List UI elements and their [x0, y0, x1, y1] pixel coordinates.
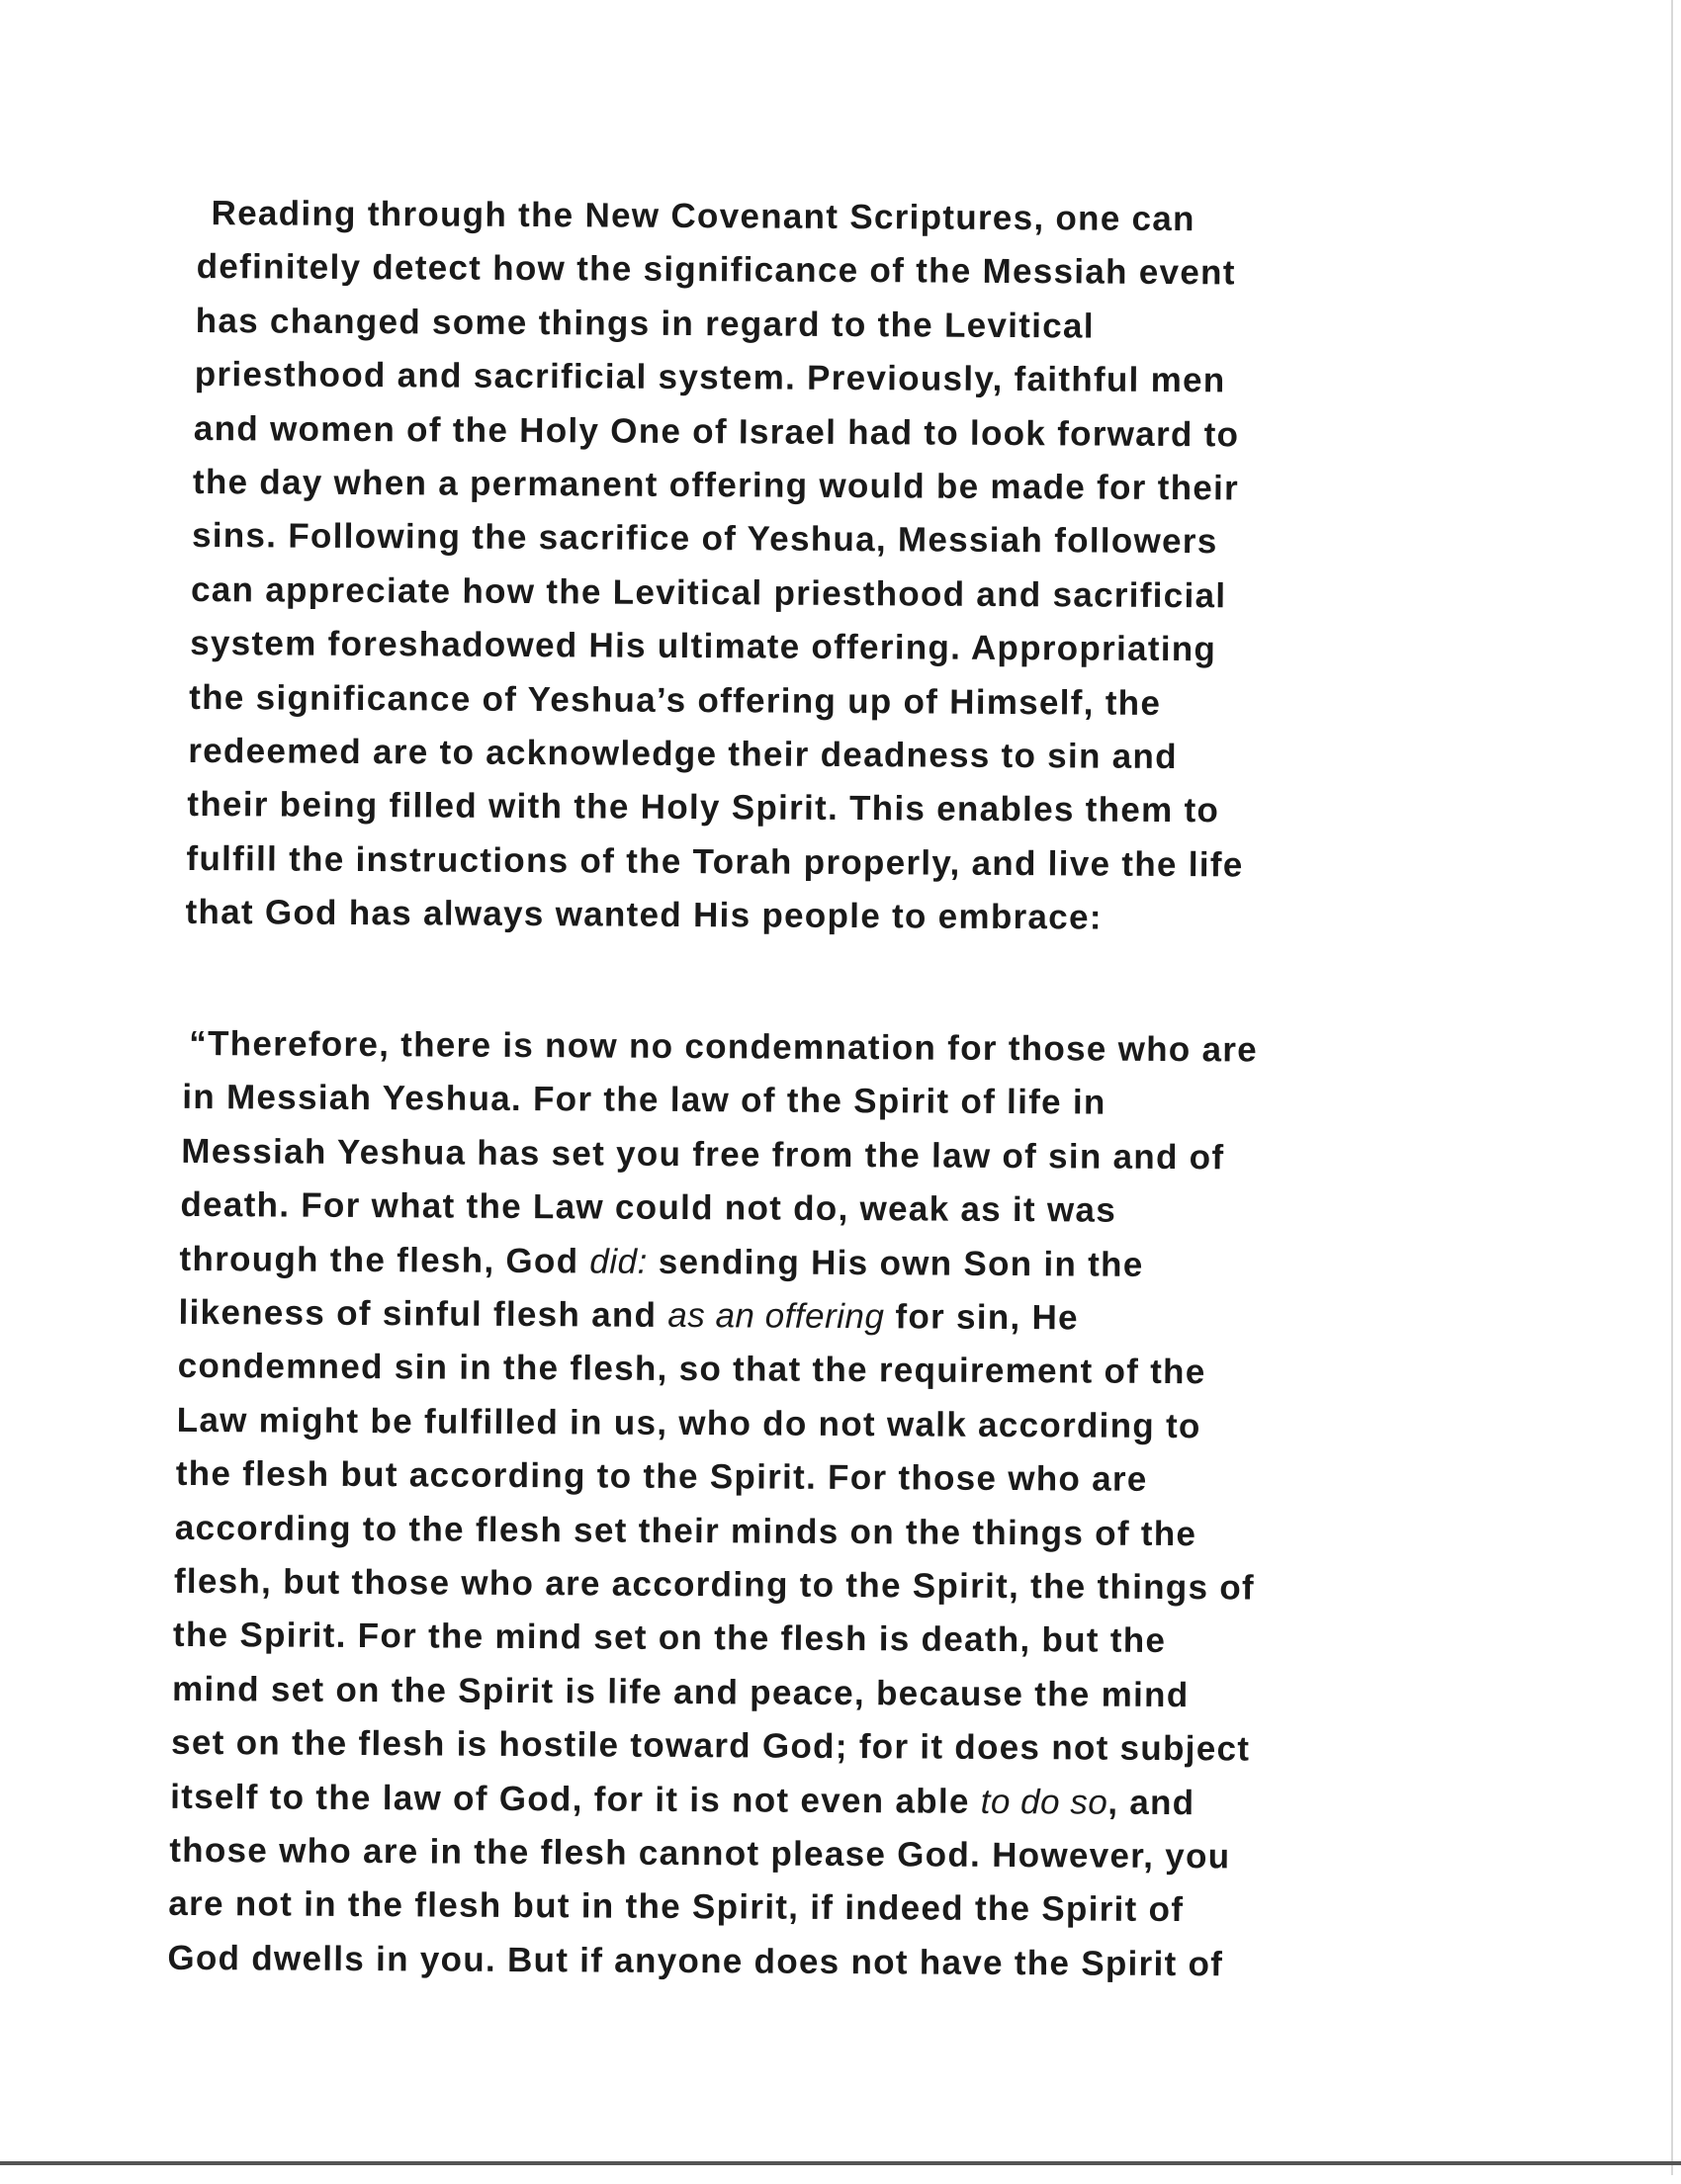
text-line [181, 1132, 1224, 1178]
text-line [191, 570, 1226, 616]
text-segment: God dwells in you. But if anyone does not have the Spirit of [167, 1938, 1224, 1984]
text-line [187, 785, 1219, 830]
text-segment: definitely detect how the significance of the Messiah event [196, 247, 1236, 293]
text-segment: fulfill the instructions of the Torah properly, and live the life [186, 838, 1244, 885]
text-line [178, 1347, 1206, 1392]
scan-edge-right [1671, 0, 1673, 2175]
text-segment: the flesh but according to the Spirit. For those who are [175, 1454, 1148, 1500]
text-segment: can appreciate how the Levitical priesthood and sacrificial [190, 569, 1227, 616]
text-segment: Law might be fulfilled in us, who do not walk according to [176, 1400, 1201, 1446]
text-segment: in Messiah Yeshua. For the law of the Spirit of life in [182, 1078, 1106, 1123]
text-line [192, 516, 1218, 562]
text-line [169, 1831, 1230, 1878]
text-line [182, 1078, 1106, 1123]
text-line [175, 1508, 1197, 1553]
text-line [211, 194, 1194, 239]
text-segment: flesh, but those who are according to the Spirit, the things of [173, 1561, 1256, 1608]
text-line [176, 1454, 1148, 1500]
text-segment: sins. Following the sacrifice of Yeshua, Messiah followers [191, 516, 1218, 562]
italic-text: did: [589, 1242, 648, 1281]
text-segment: condemned sin in the flesh, so that the requirement of the [177, 1347, 1206, 1392]
text-segment: Reading through the New Covenant Scriptures, one can [211, 194, 1195, 239]
text-segment: has changed some things in regard to the Levitical [195, 301, 1095, 346]
text-segment: the significance of Yeshua’s offering up of Himself, the [189, 677, 1162, 723]
text-line [189, 678, 1161, 724]
text-line [180, 1185, 1116, 1231]
text-segment: that God has always wanted His people to embrace: [185, 893, 1103, 937]
text-segment: set on the flesh is hostile toward God; for it does not subject [171, 1723, 1251, 1769]
text-line [167, 1939, 1223, 1985]
text-segment: according to the flesh set their minds on the things of the [174, 1508, 1197, 1553]
text-segment: mind set on the Spirit is life and peace, because the mind [171, 1669, 1190, 1714]
text-segment: redeemed are to acknowledge their deadness to sin and [188, 731, 1178, 777]
text-line [172, 1670, 1190, 1715]
text-segment: , and [1107, 1783, 1195, 1822]
text-line [186, 839, 1243, 886]
text-segment: are not in the flesh but in the Spirit, if indeed the Spirit of [168, 1884, 1185, 1930]
text-line [189, 1024, 1258, 1071]
text-line [178, 1293, 1079, 1339]
text-line [171, 1723, 1250, 1770]
text-line [179, 1240, 1143, 1285]
text-segment: the Spirit. For the mind set on the flesh is death, but the [172, 1616, 1167, 1661]
text-segment: priesthood and sacrificial system. Previously, faithful men [194, 355, 1226, 400]
text-line [194, 409, 1240, 455]
text-segment: likeness of sinful flesh and [178, 1292, 668, 1335]
text-line [173, 1616, 1166, 1661]
text-line [193, 463, 1239, 508]
text-segment: for sin, He [884, 1297, 1080, 1338]
text-segment: those who are in the flesh cannot please God. However, you [169, 1830, 1231, 1877]
text-segment: the day when a permanent offering would be made for their [192, 462, 1240, 508]
text-line [174, 1562, 1255, 1609]
text-line [195, 355, 1226, 400]
text-line [190, 624, 1216, 669]
text-segment: and women of the Holy One of Israel had to look forward to [193, 408, 1240, 455]
text-line [170, 1777, 1194, 1822]
text-line [177, 1401, 1201, 1446]
text-segment: through the flesh, God [179, 1239, 590, 1281]
text-segment: “Therefore, there is now no condemnation for those who are [189, 1023, 1259, 1070]
text-segment: Messiah Yeshua has set you free from the law of sin and of [181, 1131, 1225, 1178]
scan-edge-bottom [0, 2161, 1681, 2165]
text-line [188, 732, 1178, 777]
text-segment: their being filled with the Holy Spirit. This enables them to [187, 785, 1220, 830]
text-line [168, 1884, 1184, 1930]
italic-text: to do so [980, 1782, 1108, 1822]
italic-text: as an offering [667, 1295, 885, 1337]
text-segment: system foreshadowed His ultimate offering. Appropriating [190, 624, 1217, 669]
text-line [196, 302, 1095, 347]
text-line [197, 247, 1236, 293]
text-line [185, 893, 1102, 938]
text-segment: death. For what the Law could not do, weak as it was [180, 1185, 1117, 1230]
text-segment: sending His own Son in the [647, 1242, 1144, 1284]
text-segment: itself to the law of God, for it is not even able [170, 1777, 981, 1821]
